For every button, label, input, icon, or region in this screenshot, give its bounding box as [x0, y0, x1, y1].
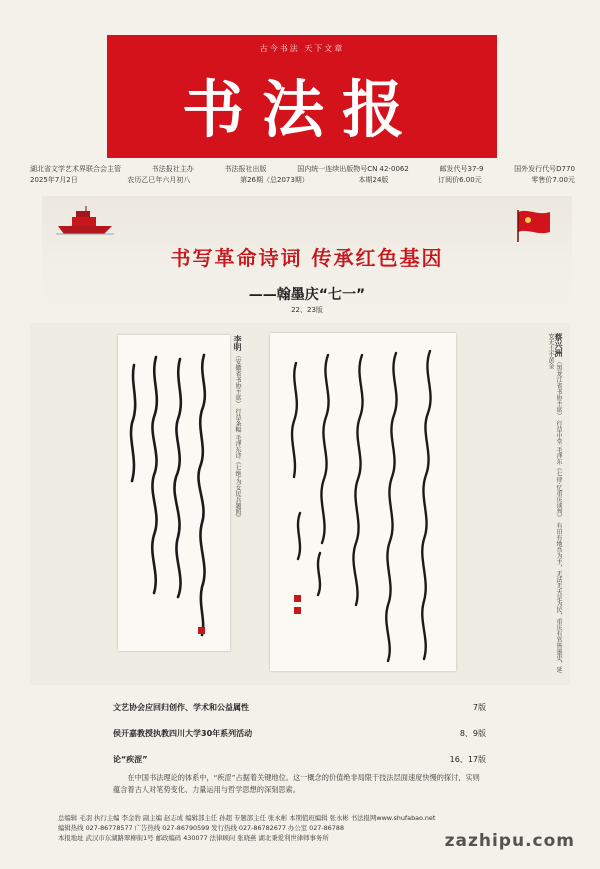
info-date: 2025年7月2日: [30, 176, 78, 184]
feature-banner: [42, 196, 572, 316]
info-supervisor: 湖北省文学艺术界联合会主管: [30, 165, 121, 173]
right-calligraphy-scroll: [270, 333, 456, 671]
feature-subhead: ——翰墨庆“七一”: [248, 287, 366, 303]
info-row-2: [30, 175, 575, 186]
toc-item-page: 16、17版: [449, 755, 486, 764]
left-calligraphy-scroll: [118, 335, 230, 651]
info-postal-code: 邮发代号37-9: [439, 165, 484, 173]
toc-item[interactable]: [113, 702, 486, 713]
info-subscription-price: 订阅价6.00元: [438, 176, 482, 184]
masthead: [107, 35, 497, 158]
masthead-slogan: 古今书法 天下文章: [259, 44, 345, 53]
toc-item-title: 文艺协会应回归创作、学术和公益属性: [113, 703, 249, 712]
left-caption-text: （安徽省书协主席） 行草条幅 毛泽东诗《七绝·为女民兵题照》: [234, 352, 241, 521]
info-issue: 第26期（总2073期）: [240, 176, 309, 184]
info-lunar-date: 农历乙巳年六月初八: [127, 176, 191, 184]
info-row-1: [30, 164, 575, 175]
red-boat-icon: [56, 206, 114, 236]
info-foreign-code: 国外发行代号D770: [514, 165, 575, 173]
masthead-title: 书法报: [181, 73, 422, 146]
right-caption: [462, 333, 562, 673]
footer-hotline-row: 编辑热线 027-86778577 广告热线 027-86790599 发行热线 027-86782677 办公室 027-86788: [58, 824, 345, 832]
left-brush-strokes-icon: [118, 335, 230, 651]
publication-info: [30, 164, 575, 186]
toc-item-page: 7版: [472, 703, 486, 712]
toc-item[interactable]: [113, 754, 486, 765]
feature-pages: 22、23版: [291, 306, 323, 314]
info-retail-price: 零售价7.00元: [531, 176, 575, 184]
info-sponsor: 书法报社主办: [151, 165, 194, 173]
site-watermark: zazhipu.com: [444, 831, 575, 851]
party-flag-icon: [512, 208, 552, 242]
left-artist-name: 李明: [233, 335, 242, 351]
footer-address-row: 本报地址 武汉市东湖路翠柳街1号 邮政编码 430077 法律顾问 张晓燕 湖北秉爱利世律师事务所: [58, 834, 329, 842]
right-brush-strokes-icon: [270, 333, 456, 671]
toc-description: 在中国书法理论的体系中，“疾涩”占据着关键地位。这一概念的价值绝非局限于技法层面速度快慢的探讨，实则蕴含着古人对笔势变化、力量运用与哲学思想的深刻思索。: [113, 773, 480, 794]
info-page-count: 本期24版: [358, 176, 389, 184]
right-artist-name: 蔡兴洲: [554, 333, 563, 357]
info-cn-number: 国内统一连续出版物号CN 42-0062: [297, 165, 409, 173]
right-caption-text: （黑龙江省书协主席） 行草中堂 毛泽东《七律·忆重庆谈判》 有田有地吾为主，无法无天是为民，重庆有官皆墨吏，延安无土不黄金: [547, 333, 562, 673]
toc-item-page: 8、9版: [459, 729, 486, 738]
left-caption: [233, 335, 241, 635]
toc-item-title: 论“疾涩”: [113, 755, 148, 764]
footer-staff-row: 总编辑 毛羽 执行主编 李金豹 副主编 赵志成 编辑部主任 孙超 专题部主任 张永彬 本期值班编辑 张永彬 书法报网www.shufabao.net: [58, 814, 436, 822]
toc-item-title: 侯开嘉教授执教四川大学30年系列活动: [113, 729, 253, 738]
calligraphy-artwork: [30, 323, 570, 685]
feature-headline: 书写革命诗词 传承红色基因: [170, 246, 444, 270]
toc-item[interactable]: [113, 728, 486, 739]
info-publisher: 书法报社出版: [224, 165, 267, 173]
